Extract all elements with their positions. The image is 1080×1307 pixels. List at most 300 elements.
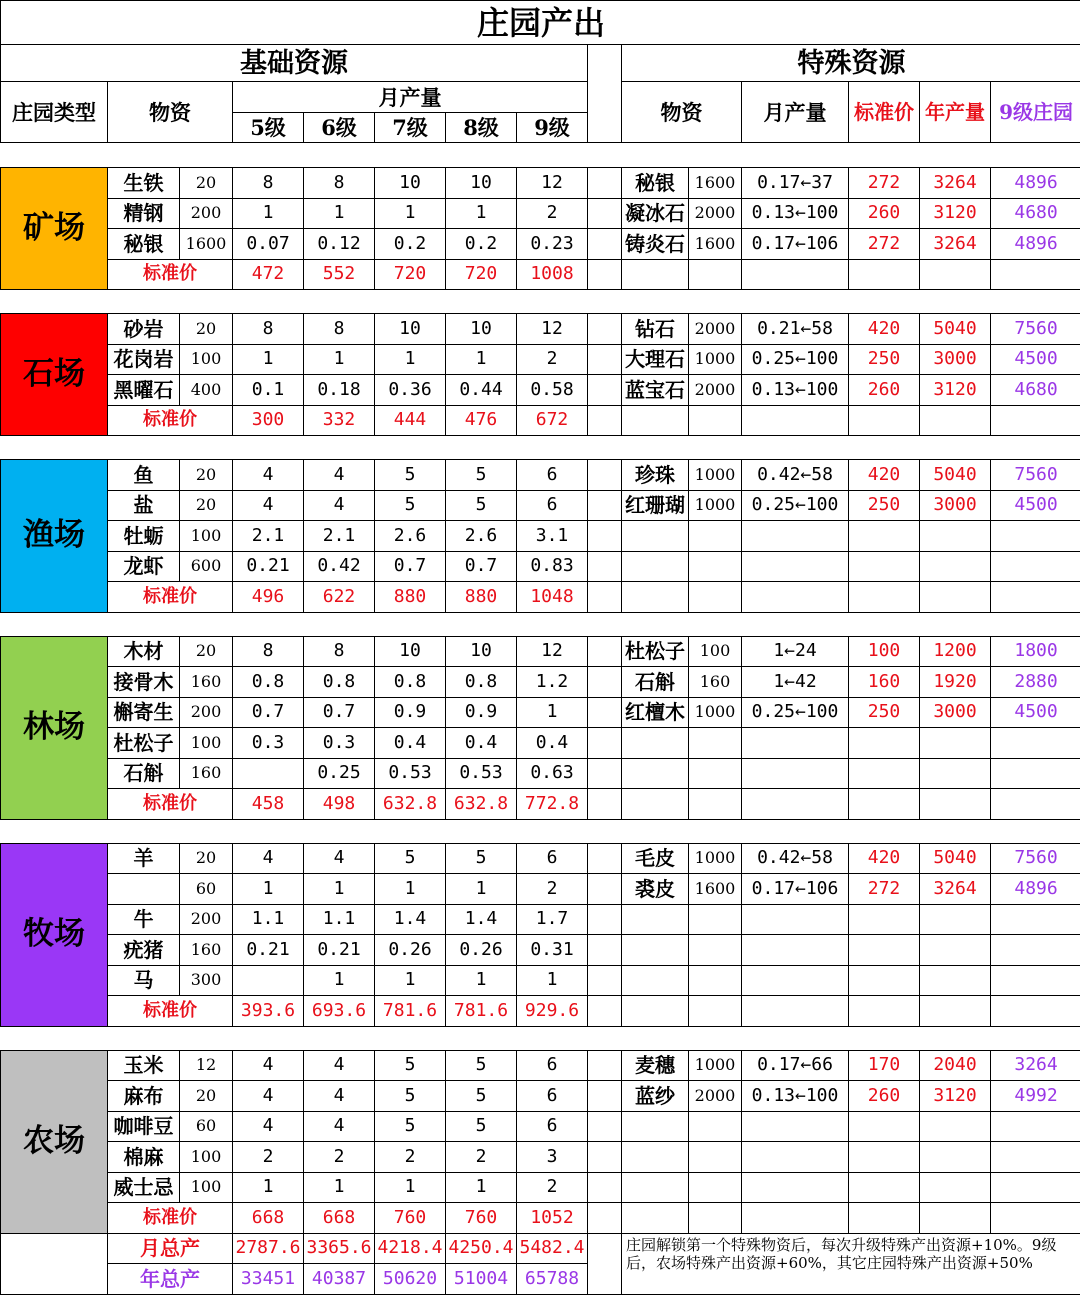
level-value: 4 <box>304 1081 375 1112</box>
empty-cell <box>742 758 849 789</box>
special-level9-value: 7560 <box>991 843 1080 874</box>
special-material-price: 2000 <box>689 375 742 406</box>
table-row <box>1 965 1080 996</box>
level-value: 1 <box>375 344 446 375</box>
standard-price-value: 760 <box>375 1203 446 1234</box>
special-monthly-value: 1←42 <box>742 667 849 698</box>
empty-cell <box>991 1142 1080 1173</box>
standard-price-value: 458 <box>233 789 304 820</box>
level-value: 0.23 <box>517 229 588 260</box>
level-value: 1.2 <box>517 667 588 698</box>
material-name: 龙虾 <box>108 551 180 582</box>
level-value: 1 <box>446 965 517 996</box>
level-value: 5 <box>375 1111 446 1142</box>
empty-cell <box>742 1203 849 1234</box>
special-material-name: 秘银 <box>622 168 689 199</box>
standard-price-value: 693.6 <box>304 996 375 1027</box>
upgrade-note: 庄园解锁第一个特殊物资后，每次升级特殊产出资源+10%。9级后，农场特殊产出资源+60%，其它庄园特殊产出资源+50% <box>622 1233 1080 1294</box>
empty-cell <box>689 1172 742 1203</box>
empty-cell <box>920 1172 991 1203</box>
divider-cell <box>588 405 622 436</box>
level-value: 1 <box>304 874 375 905</box>
standard-price-value: 393.6 <box>233 996 304 1027</box>
empty-cell <box>849 551 920 582</box>
special-monthly-value: 0.17←106 <box>742 229 849 260</box>
empty-cell <box>742 996 849 1027</box>
standard-price-header: 标准价 <box>849 82 920 143</box>
standard-price-value: 880 <box>375 582 446 613</box>
empty-cell <box>622 1203 689 1234</box>
level-value: 12 <box>517 636 588 667</box>
divider-cell <box>588 935 622 966</box>
material-price: 20 <box>180 460 233 491</box>
annual-total-label: 年总产 <box>108 1264 233 1295</box>
standard-price-value: 1008 <box>517 259 588 290</box>
level-value: 1.4 <box>375 904 446 935</box>
standard-price-value: 672 <box>517 405 588 436</box>
table-row <box>1 789 1080 820</box>
material-name: 石斛 <box>108 758 180 789</box>
special-standard-price: 272 <box>849 229 920 260</box>
special-material-price: 1000 <box>689 460 742 491</box>
empty-cell <box>622 996 689 1027</box>
level-value: 5 <box>375 490 446 521</box>
special-monthly-header: 月产量 <box>742 82 849 143</box>
estate-type-cell: 渔场 <box>1 460 108 613</box>
level-value: 0.44 <box>446 375 517 406</box>
empty-cell <box>622 582 689 613</box>
empty-cell <box>689 405 742 436</box>
special-level9-value: 7560 <box>991 460 1080 491</box>
material-price: 100 <box>180 728 233 759</box>
divider-cell <box>588 490 622 521</box>
material-name: 羊 <box>108 843 180 874</box>
standard-price-value: 300 <box>233 405 304 436</box>
special-level9-value: 4500 <box>991 697 1080 728</box>
empty-cell <box>622 789 689 820</box>
level-value: 0.58 <box>517 375 588 406</box>
special-monthly-value: 0.25←100 <box>742 490 849 521</box>
special-standard-price: 420 <box>849 460 920 491</box>
material-price: 200 <box>180 904 233 935</box>
empty-cell <box>689 1142 742 1173</box>
special-annual-output: 3120 <box>920 198 991 229</box>
table-row <box>1 874 1080 905</box>
level-value: 4 <box>233 1050 304 1081</box>
monthly-total-value: 4250.4 <box>446 1233 517 1264</box>
level-value: 1 <box>233 1172 304 1203</box>
divider-cell <box>588 874 622 905</box>
material-price: 400 <box>180 375 233 406</box>
standard-price-label: 标准价 <box>108 259 233 290</box>
table-row <box>1 904 1080 935</box>
empty-cell <box>920 1111 991 1142</box>
material-price: 20 <box>180 843 233 874</box>
material-name: 精钢 <box>108 198 180 229</box>
divider-cell <box>588 789 622 820</box>
level-value: 10 <box>446 168 517 199</box>
standard-price-value: 720 <box>446 259 517 290</box>
divider-cell <box>588 1111 622 1142</box>
level-value: 1.4 <box>446 904 517 935</box>
standard-price-label: 标准价 <box>108 582 233 613</box>
empty-cell <box>849 758 920 789</box>
empty-cell <box>920 582 991 613</box>
material-price: 160 <box>180 935 233 966</box>
estate-type-cell: 农场 <box>1 1050 108 1233</box>
estate-type-cell: 石场 <box>1 314 108 436</box>
level-value: 4 <box>233 1111 304 1142</box>
level-value: 0.31 <box>517 935 588 966</box>
table-row <box>1 1142 1080 1173</box>
empty-cell <box>689 965 742 996</box>
special-monthly-value: 0.25←100 <box>742 697 849 728</box>
material-name: 麻布 <box>108 1081 180 1112</box>
divider-cell <box>588 521 622 552</box>
level-value: 6 <box>517 1111 588 1142</box>
level-value: 8 <box>233 636 304 667</box>
level-value: 1 <box>304 1172 375 1203</box>
level-value: 1 <box>304 198 375 229</box>
material-name: 秘银 <box>108 229 180 260</box>
table-row <box>1 490 1080 521</box>
monthly-total-row <box>1 1233 1080 1264</box>
material-name: 接骨木 <box>108 667 180 698</box>
standard-price-value: 929.6 <box>517 996 588 1027</box>
material-name: 牡蛎 <box>108 521 180 552</box>
special-monthly-value: 1←24 <box>742 636 849 667</box>
level-value: 2 <box>517 1172 588 1203</box>
monthly-total-value: 5482.4 <box>517 1233 588 1264</box>
level-value: 2.6 <box>446 521 517 552</box>
level-value: 4 <box>304 1111 375 1142</box>
empty-cell <box>742 1172 849 1203</box>
level-value: 0.7 <box>375 551 446 582</box>
level-value: 0.26 <box>446 935 517 966</box>
material-name: 木材 <box>108 636 180 667</box>
standard-price-label: 标准价 <box>108 1203 233 1234</box>
table-row <box>1 843 1080 874</box>
table-row <box>1 521 1080 552</box>
material-name: 威士忌 <box>108 1172 180 1203</box>
level-value: 8 <box>304 636 375 667</box>
standard-price-value: 760 <box>446 1203 517 1234</box>
special-annual-output: 1920 <box>920 667 991 698</box>
special-level9-value: 1800 <box>991 636 1080 667</box>
special-monthly-value: 0.13←100 <box>742 198 849 229</box>
empty-cell <box>849 904 920 935</box>
table-row <box>1 636 1080 667</box>
level-value: 0.36 <box>375 375 446 406</box>
table-row <box>1 1050 1080 1081</box>
empty-cell <box>920 1203 991 1234</box>
table-row <box>1 551 1080 582</box>
special-standard-price: 272 <box>849 168 920 199</box>
level-value: 0.7 <box>446 551 517 582</box>
spacer-cell <box>1 436 1080 460</box>
special-level9-value: 4896 <box>991 168 1080 199</box>
level-value: 10 <box>446 636 517 667</box>
table-row <box>1 460 1080 491</box>
material-price: 20 <box>180 168 233 199</box>
standard-price-label: 标准价 <box>108 405 233 436</box>
empty-cell <box>622 965 689 996</box>
level-value: 8 <box>233 168 304 199</box>
level-value: 5 <box>446 460 517 491</box>
empty-cell <box>991 1172 1080 1203</box>
level-value: 1.7 <box>517 904 588 935</box>
special-standard-price: 260 <box>849 375 920 406</box>
level-value: 0.07 <box>233 229 304 260</box>
special-standard-price: 250 <box>849 490 920 521</box>
empty-cell <box>689 259 742 290</box>
level-value: 10 <box>375 168 446 199</box>
empty-cell <box>742 789 849 820</box>
level-value: 3.1 <box>517 521 588 552</box>
level-header: 9级 <box>517 113 588 143</box>
special-material-name: 珍珠 <box>622 460 689 491</box>
spacer-cell <box>1 612 1080 636</box>
level-value: 10 <box>446 314 517 345</box>
level-value: 5 <box>375 460 446 491</box>
level-value: 0.26 <box>375 935 446 966</box>
table-row <box>1 229 1080 260</box>
table-row <box>1 1203 1080 1234</box>
annual-total-value: 65788 <box>517 1264 588 1295</box>
level-value: 2.6 <box>375 521 446 552</box>
special-annual-output: 3120 <box>920 375 991 406</box>
empty-cell <box>849 1203 920 1234</box>
standard-price-value: 476 <box>446 405 517 436</box>
special-monthly-value: 0.42←58 <box>742 460 849 491</box>
level-value: 0.4 <box>517 728 588 759</box>
special-material-name: 裘皮 <box>622 874 689 905</box>
level-value: 2 <box>233 1142 304 1173</box>
special-annual-output: 3000 <box>920 697 991 728</box>
empty-cell <box>742 935 849 966</box>
level-header: 5级 <box>233 113 304 143</box>
material-price: 20 <box>180 314 233 345</box>
divider-cell <box>588 996 622 1027</box>
divider-cell <box>588 168 622 199</box>
level-value: 5 <box>446 490 517 521</box>
empty-cell <box>742 521 849 552</box>
level-value: 1 <box>446 198 517 229</box>
divider-cell <box>588 314 622 345</box>
level-value: 10 <box>375 636 446 667</box>
level-value: 0.9 <box>375 697 446 728</box>
empty-cell <box>622 1111 689 1142</box>
level-value <box>233 965 304 996</box>
empty-cell <box>742 259 849 290</box>
monthly-total-value: 2787.6 <box>233 1233 304 1264</box>
level-value: 2 <box>517 344 588 375</box>
material-price: 20 <box>180 490 233 521</box>
special-material-name: 大理石 <box>622 344 689 375</box>
table-row <box>1 758 1080 789</box>
level-value: 2 <box>375 1142 446 1173</box>
standard-price-label: 标准价 <box>108 789 233 820</box>
empty-cell <box>849 1172 920 1203</box>
spacer-row <box>1 819 1080 843</box>
special-annual-output: 5040 <box>920 314 991 345</box>
special-monthly-value: 0.17←37 <box>742 168 849 199</box>
material-price: 160 <box>180 758 233 789</box>
level-value: 4 <box>233 490 304 521</box>
table-row <box>1 259 1080 290</box>
level-value: 0.3 <box>304 728 375 759</box>
level-value: 0.18 <box>304 375 375 406</box>
annual-total-value: 51004 <box>446 1264 517 1295</box>
divider-cell <box>588 965 622 996</box>
divider-cell <box>588 728 622 759</box>
divider-cell <box>588 582 622 613</box>
divider-cell <box>588 229 622 260</box>
empty-cell <box>689 935 742 966</box>
level-value: 0.42 <box>304 551 375 582</box>
empty-cell <box>849 996 920 1027</box>
level-value: 6 <box>517 1050 588 1081</box>
special-standard-price: 260 <box>849 1081 920 1112</box>
level-value: 1.1 <box>304 904 375 935</box>
empty-cell <box>622 1172 689 1203</box>
empty-cell <box>742 904 849 935</box>
level-value: 1 <box>446 344 517 375</box>
special-material-price: 1000 <box>689 344 742 375</box>
level-value: 1 <box>375 1172 446 1203</box>
level-value: 1.1 <box>233 904 304 935</box>
empty-cell <box>991 1203 1080 1234</box>
level-value: 4 <box>304 460 375 491</box>
spacer-row <box>1 290 1080 314</box>
level-value: 1 <box>517 697 588 728</box>
special-annual-output: 3120 <box>920 1081 991 1112</box>
level-value: 10 <box>375 314 446 345</box>
material-price: 600 <box>180 551 233 582</box>
special-monthly-value: 0.13←100 <box>742 1081 849 1112</box>
material-header: 物资 <box>108 82 233 143</box>
standard-price-value: 444 <box>375 405 446 436</box>
material-price: 300 <box>180 965 233 996</box>
divider-cell <box>588 1233 622 1294</box>
spacer-cell <box>1 143 1080 168</box>
level-value: 1 <box>233 198 304 229</box>
empty-cell <box>920 758 991 789</box>
empty-cell <box>689 728 742 759</box>
monthly-total-value: 3365.6 <box>304 1233 375 1264</box>
level-value: 1 <box>304 965 375 996</box>
empty-cell <box>689 758 742 789</box>
empty-cell <box>742 582 849 613</box>
special-annual-output: 3264 <box>920 874 991 905</box>
empty-cell <box>689 1111 742 1142</box>
table-row <box>1 582 1080 613</box>
special-level9-value: 4500 <box>991 344 1080 375</box>
divider-cell <box>588 758 622 789</box>
divider-cell <box>588 375 622 406</box>
level-value: 0.8 <box>233 667 304 698</box>
empty-cell <box>991 996 1080 1027</box>
empty-cell <box>622 728 689 759</box>
level-value: 12 <box>517 314 588 345</box>
material-name: 棉麻 <box>108 1142 180 1173</box>
special-standard-price: 420 <box>849 843 920 874</box>
special-annual-output: 3264 <box>920 229 991 260</box>
material-price: 100 <box>180 1172 233 1203</box>
material-name: 花岗岩 <box>108 344 180 375</box>
level-value: 2 <box>517 198 588 229</box>
empty-cell <box>742 551 849 582</box>
level-value: 0.2 <box>446 229 517 260</box>
empty-cell <box>742 1111 849 1142</box>
level-value <box>233 758 304 789</box>
special-material-price: 1600 <box>689 168 742 199</box>
level-value: 4 <box>304 1050 375 1081</box>
table-row <box>1 935 1080 966</box>
divider-cell <box>588 904 622 935</box>
table-row <box>1 667 1080 698</box>
empty-cell <box>849 521 920 552</box>
level9-estate-header: 9级庄园 <box>991 82 1080 143</box>
special-annual-output: 2040 <box>920 1050 991 1081</box>
level-value: 1 <box>375 198 446 229</box>
empty-cell <box>991 728 1080 759</box>
empty-cell <box>689 789 742 820</box>
level-value: 0.8 <box>375 667 446 698</box>
empty-cell <box>920 935 991 966</box>
level-value: 1 <box>304 344 375 375</box>
spacer-row <box>1 1026 1080 1050</box>
material-price: 12 <box>180 1050 233 1081</box>
divider-column <box>588 45 622 143</box>
material-name: 玉米 <box>108 1050 180 1081</box>
special-level9-value: 4896 <box>991 874 1080 905</box>
special-annual-output: 5040 <box>920 460 991 491</box>
special-material-price: 2000 <box>689 1081 742 1112</box>
empty-cell <box>991 521 1080 552</box>
estate-type-cell: 林场 <box>1 636 108 819</box>
monthly-total-value: 4218.4 <box>375 1233 446 1264</box>
material-price: 100 <box>180 1142 233 1173</box>
special-material-name: 毛皮 <box>622 843 689 874</box>
special-monthly-value: 0.13←100 <box>742 375 849 406</box>
empty-cell <box>849 259 920 290</box>
special-standard-price: 170 <box>849 1050 920 1081</box>
level-value: 4 <box>304 490 375 521</box>
level-value: 2 <box>304 1142 375 1173</box>
level-value: 0.12 <box>304 229 375 260</box>
empty-cell <box>920 904 991 935</box>
special-material-header: 物资 <box>622 82 742 143</box>
standard-price-value: 781.6 <box>375 996 446 1027</box>
standard-price-value: 552 <box>304 259 375 290</box>
divider-cell <box>588 697 622 728</box>
standard-price-value: 781.6 <box>446 996 517 1027</box>
level-value: 1 <box>375 965 446 996</box>
special-material-price: 160 <box>689 667 742 698</box>
special-resources-header: 特殊资源 <box>622 45 1080 82</box>
material-price: 100 <box>180 521 233 552</box>
level-value: 4 <box>304 843 375 874</box>
level-value: 0.21 <box>304 935 375 966</box>
empty-cell <box>622 1142 689 1173</box>
empty-cell <box>920 405 991 436</box>
material-name: 疣猪 <box>108 935 180 966</box>
level-value: 0.53 <box>446 758 517 789</box>
special-standard-price: 260 <box>849 198 920 229</box>
empty-cell <box>742 405 849 436</box>
level-value: 5 <box>375 843 446 874</box>
